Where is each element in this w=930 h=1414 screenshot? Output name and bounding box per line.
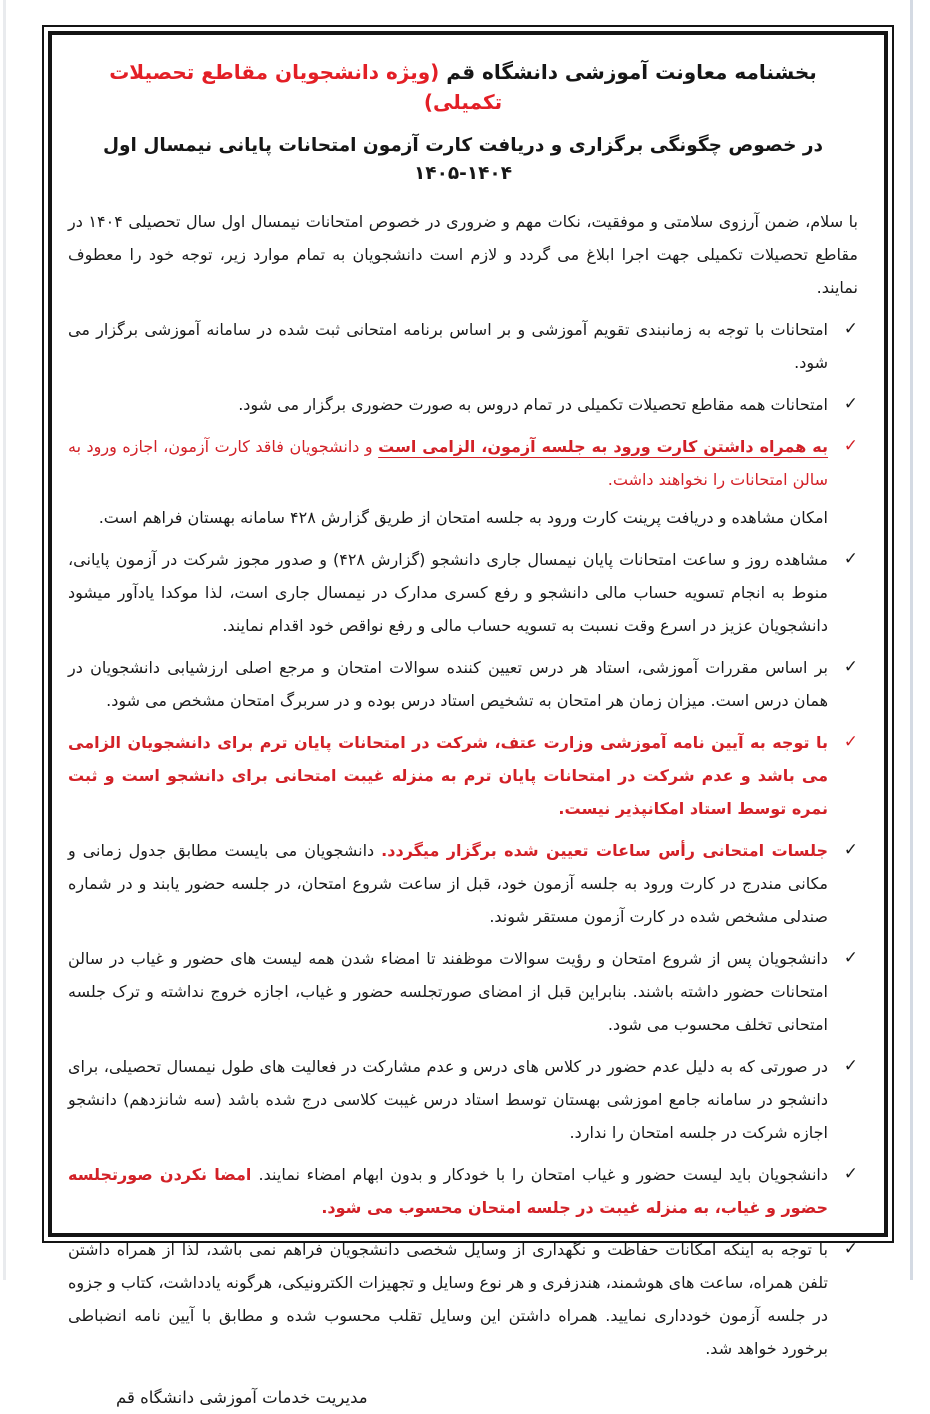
checkmark-icon: ✓: [843, 549, 858, 569]
list-item-text: [68, 543, 828, 642]
list-item-7: [68, 834, 858, 933]
item-1-text: امتحانات با توجه به زمانبندی تقویم آموزشی و بر اساس برنامه امتحانی ثبت شده در سامانه آموزشی برگزار می شود.: [68, 320, 828, 372]
checkmark-icon: ✓: [843, 657, 858, 677]
list-item-5: [68, 651, 858, 717]
list-item-text: [68, 1233, 828, 1365]
document-subtitle: در خصوص چگونگی برگزاری و دریافت کارت آزمون امتحانات پایانی نیمسال اول ۱۴۰۴-۱۴۰۵: [102, 135, 823, 184]
item-9-text: در صورتی که به دلیل عدم حضور در کلاس های درس و عدم مشارکت در فعالیت های طول نیمسال تحصیلی، برای دانشجو در سامانه جامع اموزشی بهستان توسط استاد درس غیبت کلاسی درج شده باشد (سه شانزدهم) دانشجو اجازه شرکت در جلسه امتحان را ندارد.: [68, 1057, 828, 1142]
item-7-text: دانشجویان می بایست مطابق جدول زمانی و مکانی مندرج در کارت ورود به جلسه آزمون خود، قبل از ساعت شروع امتحان، در جلسه حضور یابند و در شماره صندلی مشخص شده در کارت آزمون مستقر شوند.: [68, 841, 828, 926]
list-item-6: [68, 726, 858, 825]
list-item-text: [68, 726, 828, 825]
card-print-note: امکان مشاهده و دریافت پرینت کارت ورود به جلسه امتحان از طریق گزارش ۴۲۸ سامانه بهستان فراهم است.: [98, 508, 828, 527]
item-5-text: بر اساس مقررات آموزشی، استاد هر درس تعیین کننده سوالات امتحان و مرجع اصلی ارزشیابی دانشجویان در همان درس است. میزان زمان هر امتحان به تشخیص استاد درس بوده و در سربرگ امتحان مشخص می شود.: [68, 658, 828, 710]
photo-edge-right: [910, 0, 913, 1280]
list-item-2: [68, 388, 858, 421]
list-item-text: [68, 1158, 828, 1224]
checkmark-icon: ✓: [843, 394, 858, 414]
item-4-text: مشاهده روز و ساعت امتحانات پایان نیمسال جاری دانشجو (گزارش ۴۲۸) و صدور مجوز شرکت در آزمون پایانی، منوط به انجام تسویه حساب مالی دانشجو و رفع کسری مدارک در نیمسال جاری است، لذا موکدا یادآور میشود دانشجویان عزیز در اسرع وقت نسبت به تسویه حساب مالی و رفع نواقص خود اقدام نمایند.: [68, 550, 829, 635]
checkmark-icon-red: ✓: [843, 436, 858, 456]
item-6-text: با توجه به آیین نامه آموزشی وزارت عتف، شرکت در امتحانات پایان ترم برای دانشجویان الزامی می باشد و عدم شرکت در امتحانات پایان ترم به منزله غیبت امتحانی برای دانشجو است و ثبت نمره توسط استاد امکانپذیر نیست.: [68, 733, 828, 818]
list-item-text: [68, 834, 828, 933]
item-3-emphasis: به همراه داشتن کارت ورود به جلسه آزمون، الزامی است: [378, 437, 829, 456]
item-11-text: با توجه به اینکه امکانات حفاظت و نگهداری از وسایل شخصی دانشجویان فراهم نمی باشد، لذا از همراه داشتن تلفن همراه، ساعت های هوشمند، هندزفری و هر نوع وسایل و تجهیزات الکترونیکی، هرگونه یادداشت، کتاب و جزوه در جلسه آزمون خودداری نمایید. همراه داشتن این وسایل تقلب محسوب شده و مطابق با آیین نامه انضباطی برخورد خواهد شد.: [68, 1240, 828, 1358]
list-item-text: [68, 388, 828, 421]
photo-edge-left: [3, 0, 6, 1280]
checkmark-icon: ✓: [843, 1164, 858, 1184]
list-item-9: [68, 1050, 858, 1149]
list-item-text: [68, 430, 828, 496]
list-item-text: [68, 313, 828, 379]
item-10-emphasis: امضا نکردن صورتجلسه حضور و غیاب، به منزله غیبت در جلسه امتحان محسوب می شود.: [68, 1165, 828, 1217]
list-item-1: [68, 313, 858, 379]
title-black-part: بخشنامه معاونت آموزشی دانشگاه قم: [446, 60, 817, 84]
document-title: [68, 57, 858, 117]
checkmark-icon-red: ✓: [843, 732, 858, 752]
checkmark-icon: ✓: [843, 1056, 858, 1076]
list-item-11: [68, 1233, 858, 1365]
item-10-text: دانشجویان باید لیست حضور و غیاب امتحان را با خودکار و بدون ابهام امضاء نمایند.: [258, 1165, 829, 1184]
item-8-text: دانشجویان پس از شروع امتحان و رؤیت سوالات موظفند تا امضاء شدن همه لیست های حضور و غیاب در سالن امتحانات حضور داشته باشند. بنابراین قبل از امضای صورتجلسه حضور و غیاب، اجازه خروج نداشته و ترک جلسه امتحانی تخلف محسوب می شود.: [68, 949, 828, 1034]
item-3-text: و دانشجویان فاقد کارت آزمون، اجازه ورود به سالن امتحانات را نخواهند داشت.: [68, 437, 828, 489]
checkmark-icon: ✓: [843, 840, 858, 860]
title-red-part: (ویژه دانشجویان مقاطع تحصیلات تکمیلی): [109, 60, 503, 114]
list-item-8: [68, 942, 858, 1041]
signature-line: مدیریت خدمات آموزشی دانشگاه قم: [116, 1388, 368, 1407]
document-frame: [42, 25, 894, 1407]
item-7-emphasis: جلسات امتحانی رأس ساعات تعیین شده برگزار میگردد.: [381, 841, 829, 860]
intro-paragraph: با سلام، ضمن آرزوی سلامتی و موفقیت، نکات مهم و ضروری در خصوص امتحانات نیمسال اول سال تحصیلی ۱۴۰۴ در مقاطع تحصیلات تکمیلی جهت اجرا ابلاغ می گردد و لازم است دانشجویان به تمام موارد زیر، توجه خود را معطوف نمایند.: [68, 212, 858, 297]
list-item-4: [68, 543, 858, 642]
checkmark-icon: ✓: [843, 319, 858, 339]
list-item-text: [68, 942, 828, 1041]
checkmark-icon: ✓: [843, 948, 858, 968]
item-2-text: امتحانات همه مقاطع تحصیلات تکمیلی در تمام دروس به صورت حضوری برگزار می شود.: [238, 395, 828, 414]
document-body: [48, 31, 888, 1407]
checkmark-icon: ✓: [843, 1239, 858, 1259]
list-item-10: [68, 1158, 858, 1224]
list-item-text: [68, 1050, 828, 1149]
list-item-3: [68, 430, 858, 496]
list-item-text: [68, 651, 828, 717]
